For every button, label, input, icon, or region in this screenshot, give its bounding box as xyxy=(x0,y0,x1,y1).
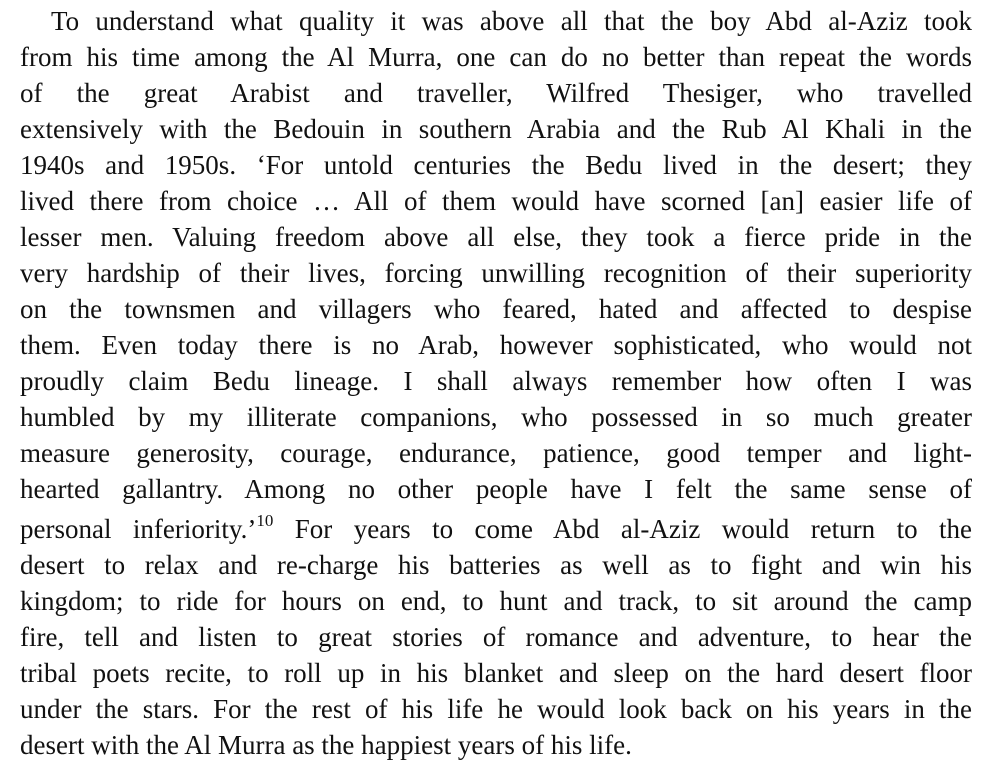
text-line: To understand what quality it was above all that the boy Abd al-Aziz took xyxy=(51,6,972,36)
text-line: 1940s and 1950s. ‘For untold centuries the Bedu lived in the desert; they xyxy=(20,150,972,180)
text-line: desert to relax and re-charge his batteries as well as to fight and win his xyxy=(20,550,972,580)
text-line: under the stars. For the rest of his life he would look back on his years in the xyxy=(20,694,972,724)
text-line: on the townsmen and villagers who feared, hated and affected to despise xyxy=(20,294,972,324)
text-line: from his time among the Al Murra, one can do no better than repeat the words xyxy=(20,42,972,72)
footnote-reference[interactable]: 10 xyxy=(256,511,274,530)
text-line: proudly claim Bedu lineage. I shall always remember how often I was xyxy=(20,366,972,396)
text-line-last: desert with the Al Murra as the happiest years of his life. xyxy=(20,730,632,760)
footnote-line-after: For years to come Abd al-Aziz would return to the xyxy=(273,514,973,544)
text-line: lesser men. Valuing freedom above all else, they took a fierce pride in the xyxy=(20,222,972,252)
text-line: very hardship of their lives, forcing unwilling recognition of their superiority xyxy=(20,258,972,288)
text-line-with-footnote xyxy=(20,507,972,547)
text-line: lived there from choice … All of them would have scorned [an] easier life of xyxy=(20,186,972,216)
text-line: extensively with the Bedouin in southern Arabia and the Rub Al Khali in the xyxy=(20,114,972,144)
footnote-line-before: personal inferiority.’ xyxy=(20,514,257,544)
text-line: tribal poets recite, to roll up in his blanket and sleep on the hard desert floor xyxy=(20,658,972,688)
text-line: humbled by my illiterate companions, who possessed in so much greater xyxy=(20,402,972,432)
text-line: hearted gallantry. Among no other people have I felt the same sense of xyxy=(20,474,972,504)
text-line: fire, tell and listen to great stories of romance and adventure, to hear the xyxy=(20,622,972,652)
text-line: kingdom; to ride for hours on end, to hunt and track, to sit around the camp xyxy=(20,586,972,616)
text-line: them. Even today there is no Arab, however sophisticated, who would not xyxy=(20,330,972,360)
text-line: measure generosity, courage, endurance, patience, good temper and light- xyxy=(20,438,972,468)
text-line: of the great Arabist and traveller, Wilfred Thesiger, who travelled xyxy=(20,78,972,108)
text-page xyxy=(20,3,972,763)
